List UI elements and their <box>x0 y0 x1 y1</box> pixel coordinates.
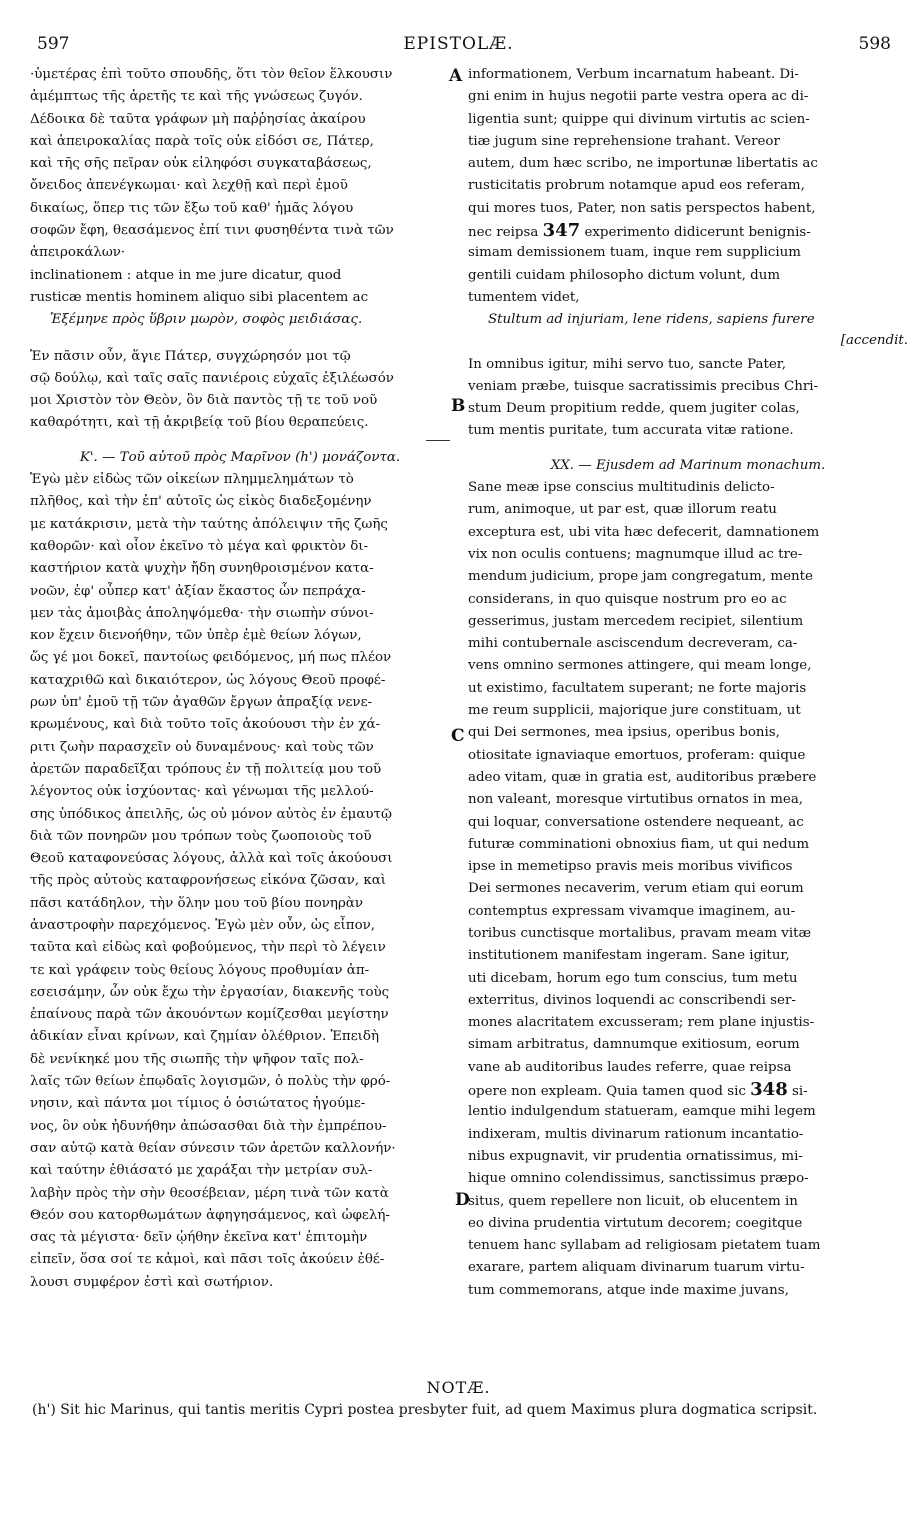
greek-block-3 <box>30 469 450 1294</box>
text-line: πλῆθος, καὶ τὴν ἐπ' αὐτοῖς ὡς εἰκὸς διαδεξομένην <box>30 494 372 510</box>
text-line: ἐπαίνους παρὰ τῶν ἀκουόντων κομίζεσθαι μεγίστην <box>30 1007 389 1023</box>
text-line: autem, dum hæc scribo, ne importunæ libertatis ac <box>468 156 818 172</box>
greek-block-2 <box>30 346 450 435</box>
latin-block-3 <box>468 477 908 1079</box>
text-line: gesserimus, justam mercedem recipiet, silentium <box>468 613 804 629</box>
text-line: mones alacritatem excusseram; rem plane injustis- <box>468 1015 815 1031</box>
text-line: mendum judicium, prope jam congregatum, mente <box>468 569 813 585</box>
edition-page-number: 348 <box>750 1079 788 1101</box>
latin-line-start: opere non expleam. Quia tamen quod sic <box>468 1084 746 1100</box>
footnote: (h') Sit hic Marinus, qui tantis meritis Cypri postea presbyter fuit, ad quem Maximus plura dogmatica scripsit. <box>32 1402 818 1418</box>
text-line: exarare, partem aliquam divinarum tuarum virtu- <box>468 1260 805 1276</box>
text-line: κρωμένους, καὶ διὰ τοῦτο τοῖς ἀκούουσι τὴν ἐν χά- <box>30 717 381 733</box>
text-line: institutionem manifestam ingeram. Sane igitur, <box>468 948 790 964</box>
text-line: otiositate ignaviaque emortuos, proferam: quique <box>468 747 806 763</box>
text-line: lentio indulgendum statueram, eamque mihi legem <box>468 1104 816 1120</box>
text-line: exterritus, divinos loquendi ac conscribendi ser- <box>468 992 796 1008</box>
text-line: ·ὑμετέρας ἐπὶ τοῦτο σπουδῆς, ὅτι τὸν θεῖον ἕλκουσιν <box>30 67 393 82</box>
text-line: κον ἔχειν διενοήθην, τῶν ὑπὲρ ἐμὲ θείων λόγων, <box>30 628 362 644</box>
text-line: σοφῶν ἔφη, θεασάμενος ἐπί τινι φυσηθέντα τινὰ τῶν <box>30 223 394 239</box>
text-line: νος, ὃν οὐκ ἠδυνήθην ἀπώσασθαι διὰ τὴν ἐμπρέπου- <box>30 1118 387 1134</box>
latin-letter-heading: XX. — Ejusdem ad Marinum monachum. <box>550 457 826 473</box>
text-line: gentili cuidam philosopho dictum volunt, dum <box>468 267 781 283</box>
text-line: καταχριθῶ καὶ δικαιότερον, ὡς λόγους Θεοῦ προφέ- <box>30 672 386 688</box>
text-line: Θεόν σου κατορθωμάτων ἀφηγησάμενος, καὶ ὠφελή- <box>30 1207 390 1223</box>
text-line: me reum supplicii, majorique jure constituam, ut <box>468 703 801 719</box>
text-line: Dei sermones necaverim, verum etiam qui eorum <box>468 881 804 897</box>
latin-block-2 <box>468 354 908 443</box>
text-line: adeo vitam, quæ in gratia est, auditoribus præbere <box>468 769 817 785</box>
section-marker-b: B <box>451 396 466 416</box>
text-line: ἀναστροφὴν παρεχόμενος. Ἐγὼ μὲν οὖν, ὡς εἶπον, <box>30 917 376 933</box>
text-line: σαν αὐτῷ κατὰ θείαν σύνεσιν τῶν ἀρετῶν καλλονήν· <box>30 1140 396 1156</box>
text-line: tumentem videt, <box>468 289 580 305</box>
text-line: contemptus expressam vivamque imaginem, au- <box>468 903 796 919</box>
text-line: ligentia sunt; quippe qui divinum virtutis ac scien- <box>468 111 810 127</box>
latin-block-1b <box>468 242 908 309</box>
text-line: simam demissionem tuam, inque rem supplicium <box>468 245 801 261</box>
latin-line <box>468 1079 908 1101</box>
greek-verse: Ἐξέμηνε πρὸς ὕβριν μωρὸν, σοφὸς μειδιάσας. <box>50 312 363 328</box>
text-line: situs, quem repellere non licuit, ob elucentem in <box>468 1193 798 1209</box>
latin-block-1 <box>468 64 908 220</box>
latin-column <box>468 64 908 1302</box>
text-line: ἀμέμπτως τῆς ἀρετῆς τε καὶ τῆς γνώσεως ζυγόν. <box>30 89 363 105</box>
edition-page-number: 347 <box>542 220 581 242</box>
text-line: tenuem hanc syllabam ad religiosam pietatem tuam <box>468 1238 821 1254</box>
latin-line-end: si- <box>792 1084 808 1100</box>
text-line: qui loquar, conversatione ostendere nequeant, ac <box>468 814 804 830</box>
running-title: EPISTOLÆ. <box>403 34 514 54</box>
greek-letter-heading: Κ'. — Τοῦ αὐτοῦ πρὸς Μαρῖνον (h') μονάζοντα. <box>79 449 401 465</box>
text-line: tiæ jugum sine reprehensione trahant. Vereor <box>468 133 780 149</box>
text-line: simam arbitratus, damnumque exitiosum, eorum <box>468 1037 800 1053</box>
text-line: Ἐγὼ μὲν εἰδὼς τῶν οἰκείων πλημμελημάτων τὸ <box>30 472 354 488</box>
text-line: toribus cunctisque mortalibus, pravam meam vitæ <box>468 925 812 941</box>
text-line: vens omnino sermones attingere, qui meam longe, <box>468 658 812 674</box>
text-line: λουσι συμφέρον ἐστὶ καὶ σωτήριον. <box>30 1274 274 1290</box>
text-line: nibus expugnavit, vir prudentia ornatissimus, mi- <box>468 1148 803 1164</box>
text-line: Θεοῦ καταφονεύσας λόγους, ἀλλὰ καὶ τοῖς ἀκούουσι <box>30 851 393 867</box>
text-line: informationem, Verbum incarnatum habeant. Di- <box>468 67 799 82</box>
greek-column <box>30 64 450 1294</box>
latin-span-line: rusticæ mentis hominem aliquo sibi placentem ac <box>30 289 369 305</box>
text-line: σης ὑπόδικος ἀπειλῆς, ὡς οὐ μόνον αὐτὸς ἐν ἐμαυτῷ <box>30 806 392 822</box>
text-line: νοῶν, ἐφ' οὗπερ κατ' ἀξίαν ἕκαστος ὧν πεπράχα- <box>30 583 366 599</box>
text-line: exceptura est, ubi vita hæc defecerit, damnationem <box>468 524 820 540</box>
text-line: μεν τὰς ἀμοιβὰς ἀποληψόμεθα· τὴν σιωπὴν σύνοι- <box>30 605 374 621</box>
text-line: tum commemorans, atque inde maxime juvans, <box>468 1282 789 1298</box>
text-line: μοι Χριστὸν τὸν Θεὸν, ὃν διὰ παντὸς τῇ τε τοῦ νοῦ <box>30 393 378 409</box>
text-line: ἀδικίαν εἶναι κρίνων, καὶ ζημίαν ὀλέθριον. Ἐπειδὴ <box>30 1029 379 1045</box>
text-line: ipse in memetipso pravis meis moribus vivificos <box>468 859 793 875</box>
text-line: stum Deum propitium redde, quem jugiter colas, <box>468 401 800 417</box>
section-marker-c: C <box>451 726 465 746</box>
text-line: mihi contubernale asciscendum decreveram, ca- <box>468 636 798 652</box>
text-line: ἀρετῶν παραδεῖξαι τρόπους ἐν τῇ πολιτείᾳ μου τοῦ <box>30 761 382 777</box>
text-line: gni enim in hujus negotii parte vestra opera ac di- <box>468 89 809 105</box>
text-line: ὥς γέ μοι δοκεῖ, παντοίως φειδόμενος, μή πως πλέον <box>30 650 392 666</box>
text-line: λαῖς τῶν θείων ἐπῳδαῖς λογισμῶν, ὁ πολὺς τὴν φρό- <box>30 1074 391 1090</box>
latin-verse: Stultum ad injuriam, lene ridens, sapiens furere <box>488 312 815 328</box>
text-line: ταῦτα καὶ εἰδὼς καὶ φοβούμενος, τὴν περὶ τὸ λέγειν <box>30 940 386 956</box>
text-line: Δέδοικα δὲ ταῦτα γράφων μὴ παῤῥησίας ἀκαίρου <box>30 111 366 127</box>
text-line: καὶ ἀπειροκαλίας παρὰ τοῖς οὐκ εἰδόσι σε, Πάτερ, <box>30 133 374 149</box>
page-number-right: 598 <box>858 34 891 54</box>
text-line: ριτι ζωὴν παρασχεῖν οὐ δυναμένους· καὶ τοὺς τῶν <box>30 739 374 755</box>
text-line: διὰ τῶν πονηρῶν μου τρόπων τοὺς ζωοποιοὺς τοῦ <box>30 828 372 844</box>
section-marker-d: D <box>455 1190 470 1210</box>
text-line: Sane meæ ipse conscius multitudinis delicto- <box>468 480 775 496</box>
text-line: non valeant, moresque virtutibus ornatos in mea, <box>468 792 804 808</box>
text-line: vix non oculis contuens; magnumque illud ac tre- <box>468 546 803 562</box>
text-line: τε καὶ γράφειν τοὺς θείους λόγους προθυμίαν ἀπ- <box>30 962 370 978</box>
text-line: καθορῶν· καὶ οἷον ἐκεῖνο τὸ μέγα καὶ φρικτὸν δι- <box>30 538 369 554</box>
text-line: καὶ τῆς σῆς πεῖραν οὐκ εἰληφόσι συγκαταβάσεως, <box>30 156 372 172</box>
notes-title: NOTÆ. <box>426 1378 491 1397</box>
text-line: tum mentis puritate, tum accurata vitæ ratione. <box>468 423 794 439</box>
text-line: In omnibus igitur, mihi servo tuo, sancte Pater, <box>468 356 786 372</box>
section-marker-a: A <box>449 66 463 86</box>
latin-verse-end: [accendit. <box>840 332 908 348</box>
text-line: σας τὰ μέγιστα· δεῖν ᾠήθην ἐκεῖνα κατ' ἐπιτομὴν <box>30 1230 368 1246</box>
text-line: λέγοντος οὐκ ἰσχύοντας· καὶ γένωμαι τῆς μελλού- <box>30 784 374 800</box>
text-line: rum, animoque, ut par est, quæ illorum reatu <box>468 502 777 518</box>
text-line: με κατάκρισιν, μετὰ τὴν ταύτης ἀπόλειψιν τῆς ζωῆς <box>30 516 388 532</box>
text-line: πᾶσι κατάδηλον, τὴν ὅλην μου τοῦ βίου πονηρὰν <box>30 895 363 911</box>
greek-block-1 <box>30 64 450 265</box>
text-line: καὶ ταύτην ἐθιάσατό με χαράξαι τὴν μετρίαν συλ- <box>30 1163 373 1179</box>
text-line: uti dicebam, horum ego tum conscius, tum metu <box>468 970 798 986</box>
text-line: rusticitatis probrum notamque apud eos referam, <box>468 178 805 194</box>
text-line: δὲ νενίκηκέ μου τῆς σιωπῆς τὴν ψῆφον ταῖς πολ- <box>30 1051 364 1067</box>
text-line: Ἐν πᾶσιν οὖν, ἅγιε Πάτερ, συγχώρησόν μοι τῷ <box>30 348 351 364</box>
text-line: σῷ δούλῳ, καὶ ταῖς σαῖς πανιέροις εὐχαῖς ἐξιλέωσόν <box>30 370 394 386</box>
text-line: καστήριον κατὰ ψυχὴν ἤδη συνηθροισμένον κατα- <box>30 561 374 577</box>
divider <box>426 440 450 441</box>
text-line: νησιν, καὶ πάντα μοι τίμιος ὁ ὁσιώτατος ἡγούμε- <box>30 1096 366 1112</box>
text-line: δικαίως, ὅπερ τις τῶν ἔξω τοῦ καθ' ἡμᾶς λόγου <box>30 200 354 216</box>
text-line: ρων ὑπ' ἐμοῦ τῇ τῶν ἀγαθῶν ἔργων ἀπραξίᾳ νενε- <box>30 695 373 711</box>
page-number-left: 597 <box>37 34 70 54</box>
text-line: ut existimo, facultatem superant; ne forte majoris <box>468 680 807 696</box>
text-line: qui Dei sermones, mea ipsius, operibus bonis, <box>468 725 780 741</box>
text-line: qui mores tuos, Pater, non satis perspectos habent, <box>468 200 816 216</box>
text-line: considerans, in quo quisque nostrum pro eo ac <box>468 591 787 607</box>
text-line: ὄνειδος ἀπενέγκωμαι· καὶ λεχθῇ καὶ περὶ ἐμοῦ <box>30 178 348 194</box>
text-line: εσεισάμην, ὧν οὐκ ἔχω τὴν ἐργασίαν, διακενῆς τοὺς <box>30 984 390 1000</box>
text-line: veniam præbe, tuisque sacratissimis precibus Chri- <box>468 378 819 394</box>
text-line: indixeram, multis divinarum rationum incantatio- <box>468 1126 804 1142</box>
text-line: futuræ comminationi obnoxius fiam, ut qui nedum <box>468 836 810 852</box>
text-line: τῆς πρὸς αὐτοὺς καταφρονήσεως εἰκόνα ζῶσαν, καὶ <box>30 873 387 889</box>
text-line: λαβὴν πρὸς τὴν σὴν θεοσέβειαν, μέρη τινὰ τῶν κατὰ <box>30 1185 389 1201</box>
latin-span-line: inclinationem : atque in me jure dicatur, quod <box>30 267 342 283</box>
latin-line <box>468 220 908 242</box>
text-line: hique omnino colendissimus, sanctissimus præpo- <box>468 1171 809 1187</box>
text-line: vane ab auditoribus laudes referre, quae reipsa <box>468 1059 792 1075</box>
latin-line-end: experimento didicerunt benignis- <box>584 225 811 241</box>
text-line: eo divina prudentia virtutum decorem; coegitque <box>468 1215 803 1231</box>
latin-line-start: nec reipsa <box>468 225 539 241</box>
text-line: εἰπεῖν, ὅσα σοί τε κἀμοὶ, καὶ πᾶσι τοῖς ἀκούειν ἐθέ- <box>30 1252 385 1268</box>
text-line: καθαρότητι, καὶ τῇ ἀκριβείᾳ τοῦ βίου θεραπεύεις. <box>30 415 369 431</box>
latin-block-3b <box>468 1101 908 1302</box>
text-line: ἀπειροκάλων· <box>30 245 126 261</box>
